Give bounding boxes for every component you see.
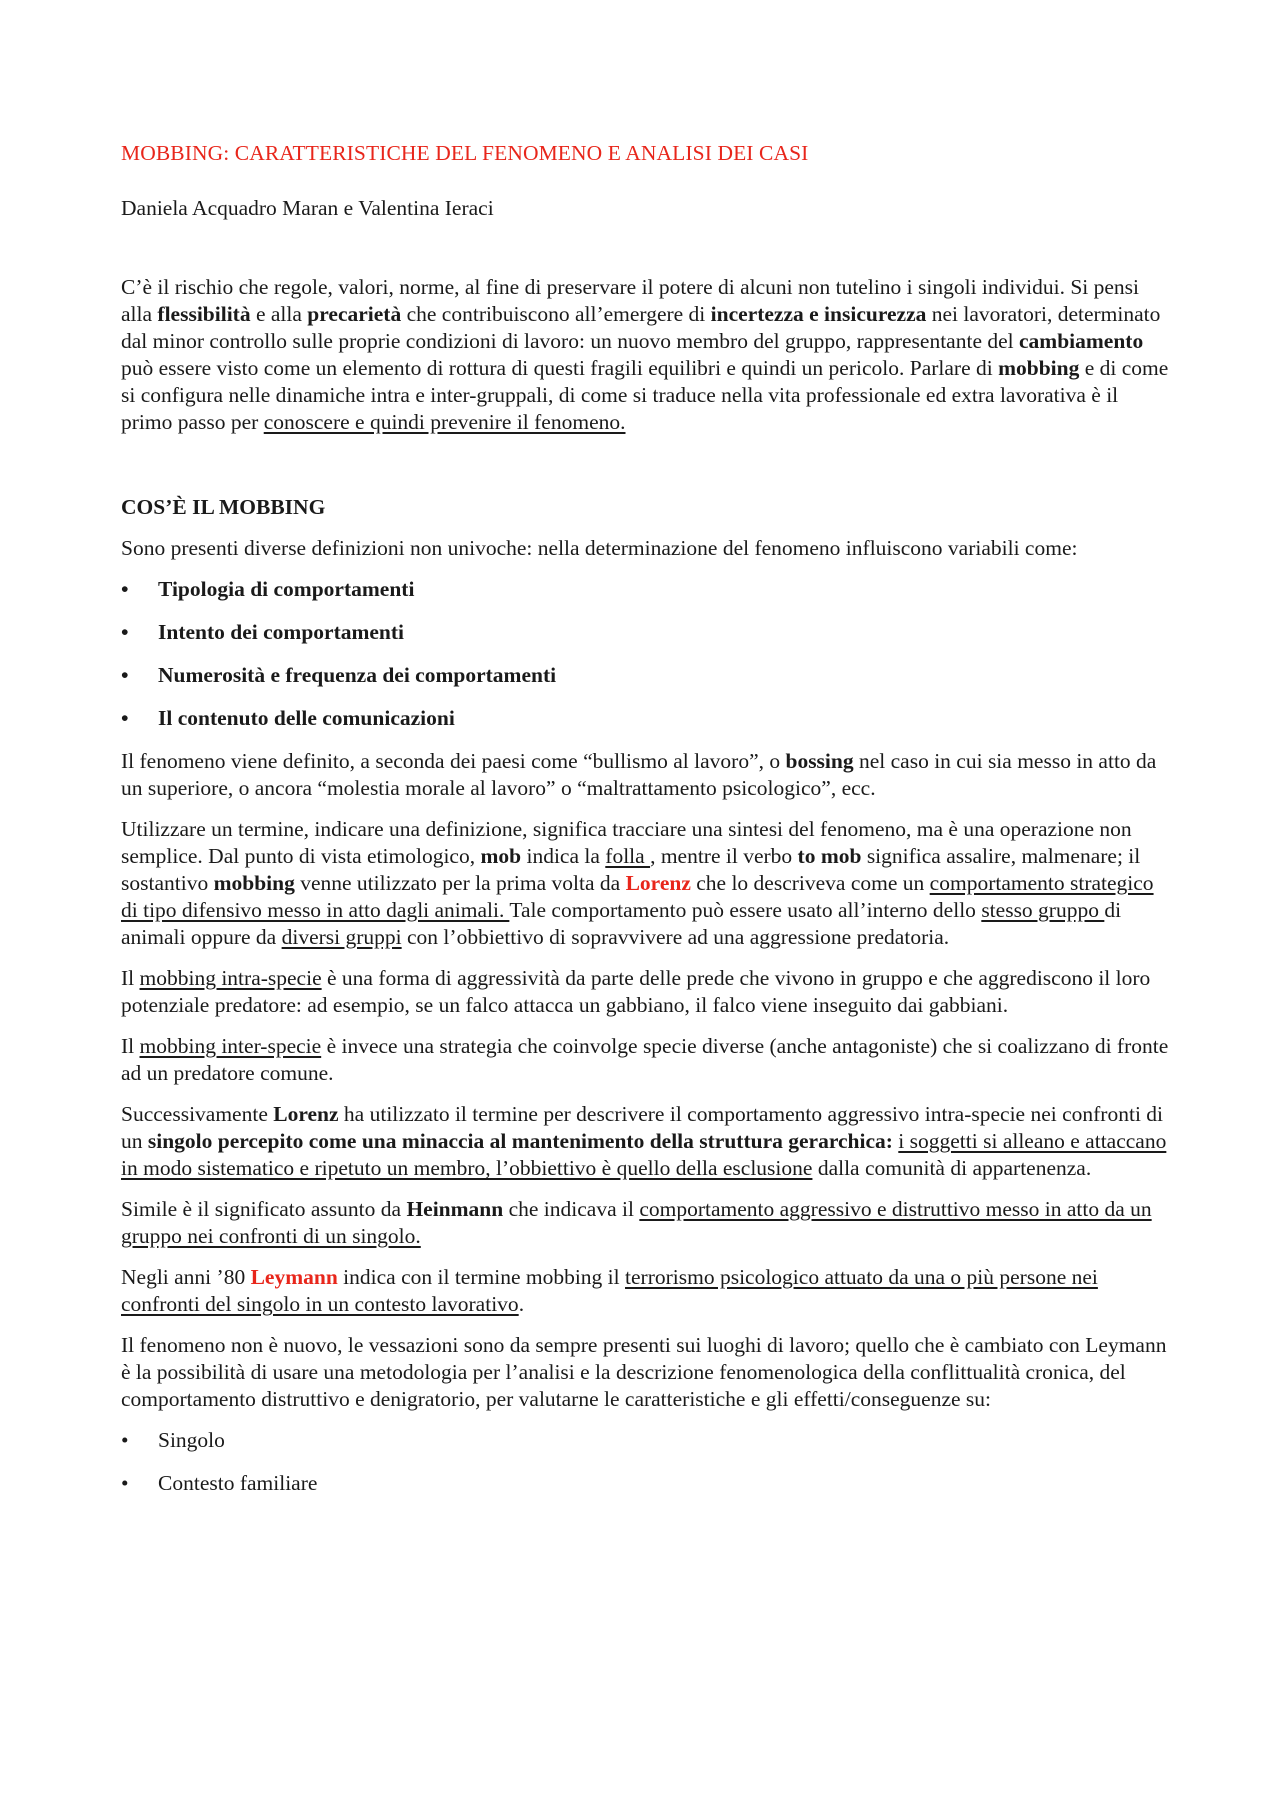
definitions-paragraph: Sono presenti diverse definizioni non univoche: nella determinazione del fenomeno influiscono variabili come:: [121, 536, 1078, 560]
bold-term: mob: [480, 844, 522, 868]
lorenz-paragraph: [121, 1101, 1171, 1182]
text-run: Negli anni ’80: [121, 1265, 251, 1289]
text-run: Utilizzare un termine, indicare una definizione, significa tracciare una sintesi del fenomeno, ma è una operazione non semplice. Dal punto di vista etimologico,: [121, 817, 1132, 868]
text-run: dalla comunità di appartenenza.: [812, 1156, 1092, 1180]
list-item: • Il contenuto delle comunicazioni: [121, 705, 1171, 732]
text-run: Successivamente: [121, 1102, 274, 1126]
text-run: .: [518, 1292, 525, 1316]
bold-term: mobbing: [213, 871, 295, 895]
heinmann-paragraph: [121, 1196, 1171, 1250]
document-title: MOBBING: CARATTERISTICHE DEL FENOMENO E ANALISI DEI CASI: [121, 141, 809, 165]
text-run: Il: [121, 1034, 140, 1058]
text-run: C’è il rischio che regole, valori, norme, al fine di preservare il potere di alcuni non tutelino i singoli individui. Si pensi alla: [121, 275, 1140, 326]
underlined-phrase: mobbing intra-specie: [139, 966, 322, 990]
underlined-phrase: i soggetti si alleano e attaccano in modo sistematico e ripetuto un membro, l’obbiettivo è quello della esclusione: [121, 1129, 1167, 1180]
text-run: può essere visto come un elemento di rottura di questi fragili equilibri e quindi un pericolo. Parlare di: [121, 356, 999, 380]
list-item: • Contesto familiare: [121, 1470, 1171, 1497]
section-heading: COS’È IL MOBBING: [121, 495, 326, 519]
bold-term: bossing: [785, 749, 854, 773]
text-run: indica con il termine mobbing il: [337, 1265, 626, 1289]
intra-species-paragraph: [121, 965, 1171, 1019]
text-run: di animali oppure da: [121, 898, 1122, 949]
bold-term: to mob: [797, 844, 862, 868]
inter-species-paragraph: [121, 1033, 1171, 1087]
underlined-phrase: comportamento aggressivo e distruttivo messo in atto da un gruppo nei confronti di un singolo.: [121, 1197, 1152, 1248]
bold-term: flessibilità: [157, 302, 251, 326]
intro-paragraph: [121, 274, 1171, 436]
bold-term: Lorenz: [273, 1102, 339, 1126]
list-item: • Singolo: [121, 1427, 1171, 1454]
effects-list: [121, 1427, 1171, 1497]
text-run: che contribuiscono all’emergere di: [401, 302, 711, 326]
leymann-paragraph: [121, 1264, 1171, 1318]
text-run: venne utilizzato per la prima volta da: [294, 871, 626, 895]
bold-term: precarietà: [307, 302, 402, 326]
document-authors: Daniela Acquadro Maran e Valentina Ieraci: [121, 196, 494, 220]
bold-term: Heinmann: [406, 1197, 504, 1221]
list-item: • Intento dei comportamenti: [121, 619, 1171, 646]
methodology-paragraph: Il fenomeno non è nuovo, le vessazioni sono da sempre presenti sui luoghi di lavoro; quello che è cambiato con Leymann è la possibilità di usare una metodologia per l’analisi e la descrizione fenomenologica della conflittualità cronica, del comportamento distruttivo e denigratorio, per valutarne le caratteristiche e gli effetti/conseguenze su:: [121, 1333, 1167, 1411]
underlined-phrase: stesso gruppo: [981, 898, 1105, 922]
underlined-phrase: comportamento strategico di tipo difensivo messo in atto dagli animali.: [121, 871, 1154, 922]
bold-term: incertezza e insicurezza: [710, 302, 927, 326]
document-page: [121, 140, 1171, 1513]
names-paragraph: [121, 748, 1171, 802]
text-run: che indicava il: [503, 1197, 640, 1221]
text-run: nei lavoratori, determinato dal minor controllo sulle proprie condizioni di lavoro: un nuovo membro del gruppo, rappresentante del: [121, 302, 1161, 353]
highlighted-name: Leymann: [250, 1265, 338, 1289]
text-run: significa assalire, malmenare; il sostantivo: [121, 844, 1141, 895]
text-run: è invece una strategia che coinvolge specie diverse (anche antagoniste) che si coalizzano di fronte ad un predatore comune.: [121, 1034, 1169, 1085]
bold-term: singolo percepito come una minaccia al mantenimento della struttura gerarchica:: [147, 1129, 893, 1153]
list-item: • Tipologia di comportamenti: [121, 576, 1171, 603]
text-run: , mentre il verbo: [650, 844, 798, 868]
bold-term: mobbing: [998, 356, 1080, 380]
highlighted-name: Lorenz: [625, 871, 691, 895]
underlined-phrase: terrorismo psicologico attuato da una o più persone nei confronti del singolo in un contesto lavorativo: [121, 1265, 1098, 1316]
etymology-paragraph: [121, 816, 1171, 951]
text-run: nel caso in cui sia messo in atto da un superiore, o ancora “molestia morale al lavoro” o “maltrattamento psicologico”, ecc.: [121, 749, 1157, 800]
text-run: Tale comportamento può essere usato all’interno dello: [509, 898, 982, 922]
text-run: è una forma di aggressività da parte delle prede che vivono in gruppo e che aggrediscono il loro potenziale predatore: ad esempio, se un falco attacca un gabbiano, il falco viene inseguito dai gabbiani.: [121, 966, 1151, 1017]
text-run: Simile è il significato assunto da: [121, 1197, 407, 1221]
text-run: che lo descriveva come un: [690, 871, 930, 895]
underlined-phrase: diversi gruppi: [281, 925, 402, 949]
underlined-phrase: folla: [605, 844, 651, 868]
text-run: indica la: [521, 844, 606, 868]
text-run: con l’obbiettivo di sopravvivere ad una aggressione predatoria.: [401, 925, 950, 949]
text-run: e di come si configura nelle dinamiche intra e inter-gruppali, di come si traduce nella vita professionale ed extra lavorativa è il primo passo per: [121, 356, 1169, 434]
text-run: Il: [121, 966, 140, 990]
text-run: Il fenomeno viene definito, a seconda dei paesi come “bullismo al lavoro”, o: [121, 749, 786, 773]
variables-list: [121, 576, 1171, 732]
underlined-phrase: conoscere e quindi prevenire il fenomeno.: [263, 410, 626, 434]
bold-term: cambiamento: [1019, 329, 1144, 353]
underlined-phrase: mobbing inter-specie: [139, 1034, 322, 1058]
text-run: ha utilizzato il termine per descrivere il comportamento aggressivo intra-specie nei confronti di un: [121, 1102, 1164, 1153]
text-run: e alla: [250, 302, 308, 326]
list-item: • Numerosità e frequenza dei comportamenti: [121, 662, 1171, 689]
